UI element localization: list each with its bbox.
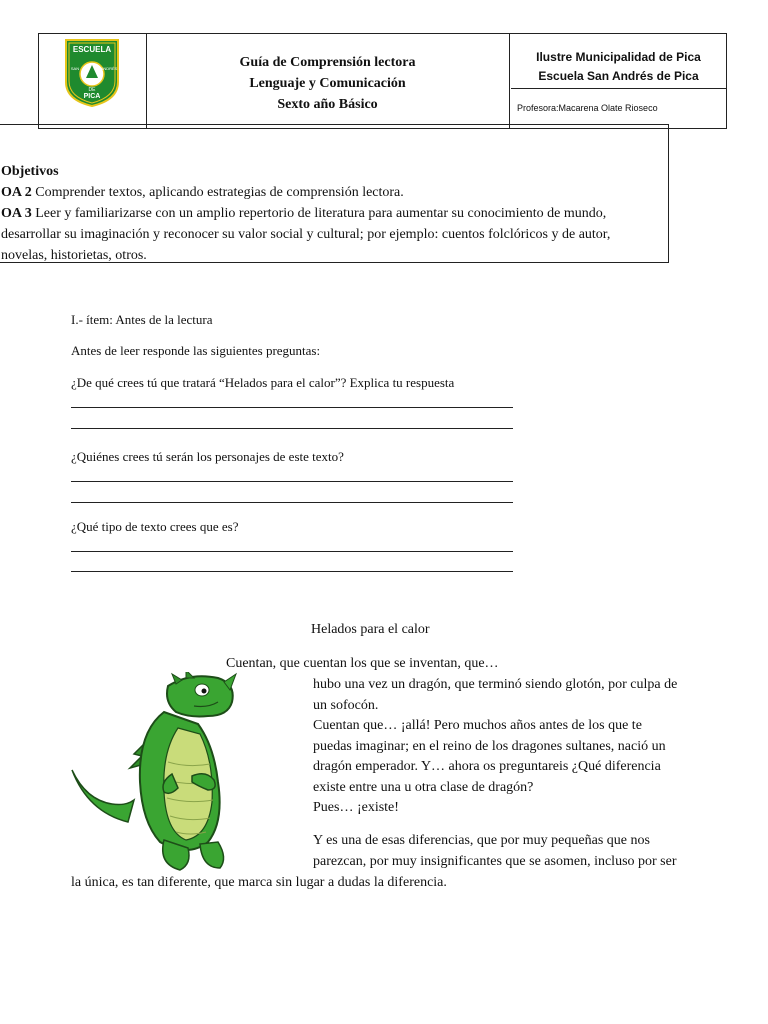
story-p2-line1: Y es una de esas diferencias, que por muy pequeñas que nos: [313, 833, 650, 848]
answer-line[interactable]: [71, 481, 513, 482]
answer-line[interactable]: [71, 407, 513, 408]
logo-cell: [39, 34, 147, 128]
logo-text-top: ESCUELA: [72, 45, 112, 54]
story-line: existe entre una u otra clase de dragón?: [313, 779, 534, 795]
school-line: Escuela San Andrés de Pica: [538, 69, 699, 83]
story-line: puedas imaginar; en el reino de los dragones sultanes, nació un: [313, 738, 666, 754]
dragon-illustration: [68, 672, 238, 874]
story-title: Helados para el calor: [311, 622, 430, 637]
objective-oa3: [1, 203, 665, 224]
institution-name: [511, 34, 726, 89]
logo-text-mid: DE: [88, 87, 96, 93]
logo-text-bottom: PICA: [83, 93, 101, 100]
municipality-line: Ilustre Municipalidad de Pica: [536, 50, 701, 64]
section-title: I.- ítem: Antes de la lectura: [71, 312, 213, 327]
objectives-box: [0, 124, 669, 263]
objective-oa2: [1, 182, 665, 203]
guide-subject-line: Lenguaje y Comunicación: [249, 76, 406, 91]
section-instruction: Antes de leer responde las siguientes preguntas:: [71, 343, 321, 358]
teacher-name: Profesora:Macarena Olate Rioseco: [517, 103, 658, 113]
header-table: [38, 33, 727, 129]
question-3: ¿Qué tipo de texto crees que es?: [71, 519, 239, 534]
oa3-code: OA 3: [1, 206, 32, 221]
guide-grade-line: Sexto año Básico: [277, 97, 378, 112]
question-2: ¿Quiénes crees tú serán los personajes de este texto?: [71, 449, 344, 464]
oa2-text: Comprender textos, aplicando estrategias de comprensión lectora.: [31, 185, 404, 200]
story-p2-line2: parezcan, por muy insignificantes que se asomen, incluso por ser: [313, 854, 677, 869]
story-line: Cuentan que… ¡allá! Pero muchos años antes de los que te: [313, 718, 642, 733]
guide-title-line: Guía de Comprensión lectora: [239, 55, 416, 70]
story-line: Pues… ¡existe!: [313, 800, 399, 815]
oa3-line2: desarrollar su imaginación y reconocer su valor social y cultural; por ejemplo: cuentos folclóricos y de autor,: [1, 227, 611, 242]
story-line: un sofocón.: [313, 697, 379, 713]
answer-line[interactable]: [71, 571, 513, 572]
question-1: ¿De qué crees tú que tratará “Helados para el calor”? Explica tu respuesta: [71, 375, 455, 390]
school-logo: [39, 34, 146, 128]
guide-title: [146, 34, 510, 128]
oa3-line3: novelas, historietas, otros.: [1, 248, 147, 263]
logo-text-left: SAN: [70, 66, 80, 71]
story-paragraph-1: [313, 675, 713, 819]
answer-line[interactable]: [71, 551, 513, 552]
story-line: dragón emperador. Y… ahora os preguntareis ¿Qué diferencia: [313, 759, 661, 774]
oa2-code: OA 2: [1, 185, 32, 200]
oa3-line1: Leer y familiarizarse con un amplio repertorio de literatura para aumentar su conocimiento de mundo,: [31, 206, 607, 221]
objectives-heading: Objetivos: [1, 164, 59, 179]
answer-line[interactable]: [71, 502, 513, 503]
answer-line[interactable]: [71, 428, 513, 429]
institution-cell: [511, 34, 726, 128]
story-p2-line3: la única, es tan diferente, que marca sin lugar a dudas la diferencia.: [71, 875, 447, 890]
story-line: hubo una vez un dragón, que terminó siendo glotón, por culpa de: [313, 677, 678, 692]
story-opening: Cuentan, que cuentan los que se inventan, que…: [226, 656, 499, 671]
logo-text-right: ANDRÉS: [100, 66, 118, 71]
